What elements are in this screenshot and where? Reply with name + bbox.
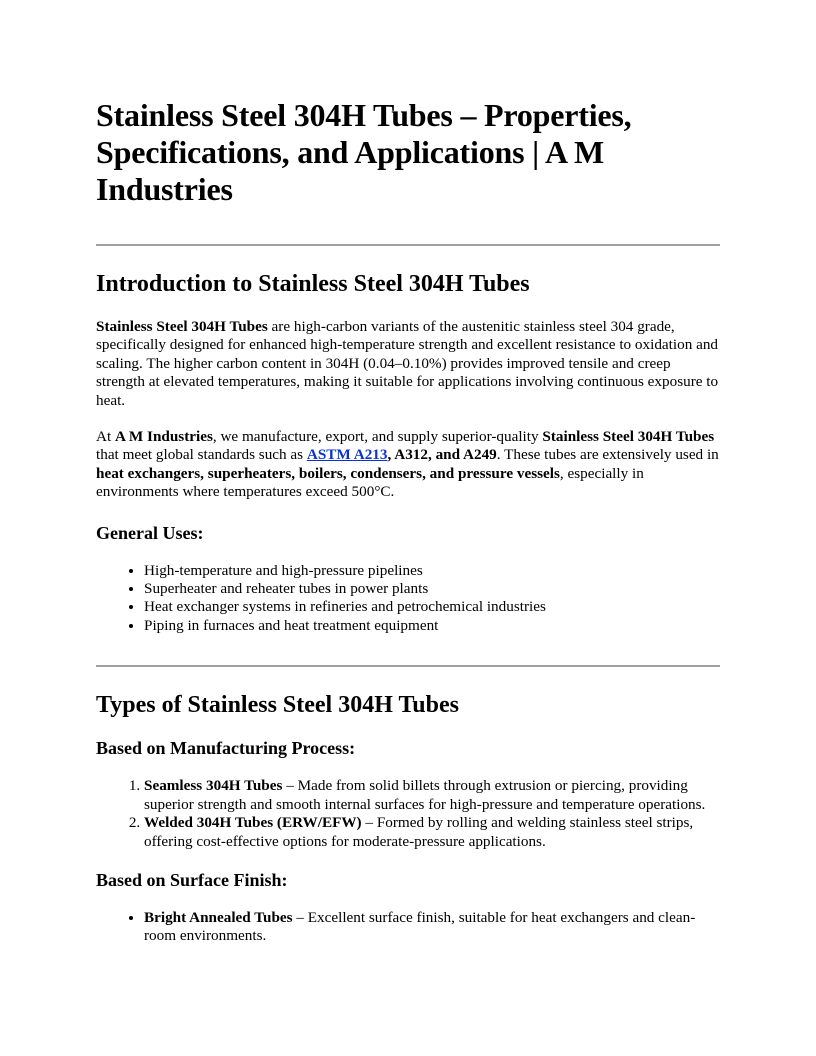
text-fragment: , especially in environments where temperatures exceed 500°C.	[96, 464, 644, 501]
list-item-title: Welded 304H Tubes (ERW/EFW)	[144, 814, 362, 832]
company-paragraph	[96, 428, 720, 502]
process-list	[96, 777, 720, 851]
list-item-title: Bright Annealed Tubes	[144, 908, 293, 926]
section-divider	[96, 244, 720, 246]
process-heading: Based on Manufacturing Process:	[96, 738, 356, 759]
section-divider	[96, 665, 720, 667]
applications-list: heat exchangers, superheaters, boilers, condensers, and pressure vessels	[96, 464, 560, 482]
list-item: • Piping in furnaces and heat treatment equipment	[144, 617, 720, 635]
document-page	[96, 0, 720, 946]
list-item-text: – Made from solid billets through extrusion or piercing, providing superior strength and smooth internal surfaces for high-pressure and temperature operations.	[144, 777, 706, 813]
product-name: Stainless Steel 304H Tubes	[542, 428, 715, 446]
list-item: • High-temperature and high-pressure pipelines	[144, 562, 720, 580]
list-item-text: – Excellent surface finish, suitable for heat exchangers and clean-room environments.	[144, 908, 696, 945]
page-title: Stainless Steel 304H Tubes – Properties, Specifications, and Applications | A M Industries	[96, 97, 632, 207]
list-item: • Heat exchanger systems in refineries and petrochemical industries	[144, 598, 720, 616]
astm-a213-link[interactable]: ASTM A213	[306, 446, 388, 464]
intro-product-name: Stainless Steel 304H Tubes	[96, 318, 268, 335]
company-name: A M Industries	[114, 428, 213, 446]
general-uses-heading: General Uses:	[96, 522, 204, 543]
standards-list: , A312, and A249	[387, 446, 497, 464]
finish-heading: Based on Surface Finish:	[96, 869, 288, 890]
types-heading: Types of Stainless Steel 304H Tubes	[96, 692, 459, 719]
list-item	[144, 909, 720, 946]
text-fragment: that meet global standards such as	[96, 446, 307, 464]
intro-paragraph	[96, 318, 720, 410]
list-item-title: Seamless 304H Tubes	[144, 777, 283, 795]
text-fragment: At	[96, 428, 115, 446]
list-item-text: – Formed by rolling and welding stainless steel strips, offering cost-effective options for moderate-pressure applications.	[144, 814, 694, 850]
text-fragment: , we manufacture, export, and supply superior-quality	[212, 428, 543, 446]
finish-list	[96, 909, 720, 946]
list-item	[144, 814, 720, 851]
general-uses-list	[96, 562, 720, 636]
list-item	[144, 777, 720, 814]
intro-heading: Introduction to Stainless Steel 304H Tubes	[96, 271, 530, 297]
list-item: • Superheater and reheater tubes in power plants	[144, 580, 720, 598]
intro-paragraph-text: are high-carbon variants of the austenitic stainless steel 304 grade, specifically designed for enhanced high-temperature strength and excellent resistance to oxidation and scaling. The higher carbon content in 304H (0.04–0.10%) provides improved tensile and creep strength at elevated temperatures, making it suitable for applications involving continuous exposure to heat.	[96, 318, 719, 409]
text-fragment: . These tubes are extensively used in	[496, 446, 719, 464]
